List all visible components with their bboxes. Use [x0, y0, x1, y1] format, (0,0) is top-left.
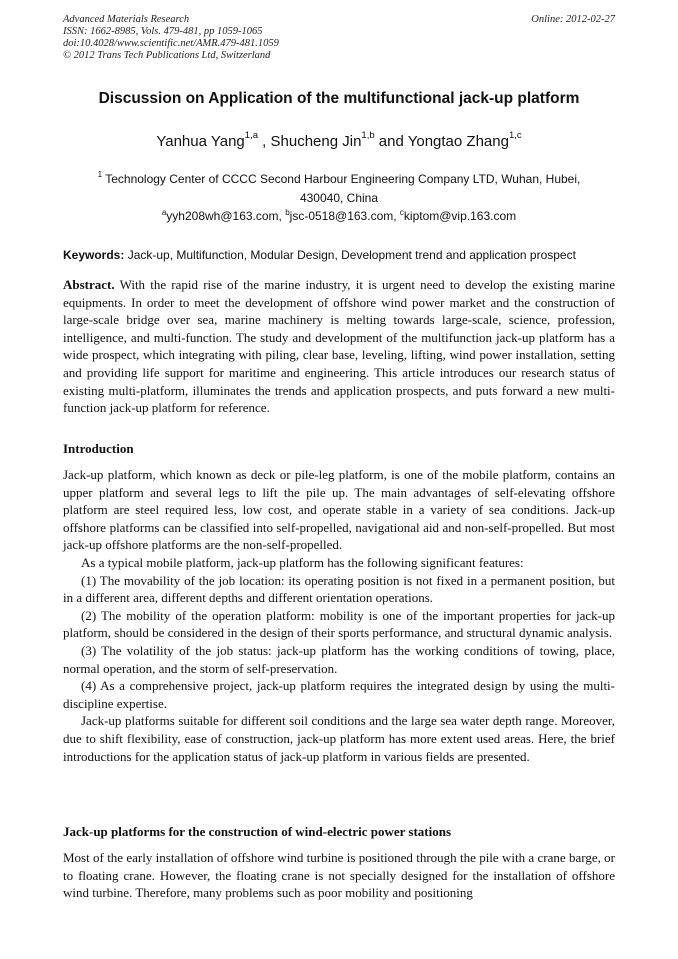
- intro-content: [63, 466, 615, 765]
- journal-name: Advanced Materials Research: [63, 14, 190, 25]
- abstract: [63, 276, 615, 417]
- author-name: Yanhua Yang: [156, 133, 245, 150]
- author-affiliation-mark: 1,b: [361, 130, 375, 141]
- author-name: Shucheng Jin: [270, 133, 362, 150]
- author-name: Yongtao Zhang: [407, 133, 509, 150]
- keywords-label: Keywords:: [63, 248, 125, 262]
- author-list: [0, 130, 678, 150]
- online-date: Online: 2012-02-27: [531, 14, 615, 25]
- paragraph: (3) The volatility of the job status: jack-up platform has the working conditions of towing, place, normal operation, and the storm of self-preservation.: [63, 642, 615, 676]
- abstract-text: With the rapid rise of the marine industry, it is urgent need to develop the existing marine equipments. In order to meet the development of offshore wind power market and the construction of large-scale bridge over sea, marine machinery is melting towards large-scale, science, profession, intelligence, and multi-function. The study and development of the multifunction jack-up platform has a wide prospect, which integrating with piling, clear base, leveling, lifting, wind power installation, setting and providing life support for maritime and engineering. This article introduces our research status of existing multi-platform, illuminates the trends and application prospects, and puts forward a new multi-function jack-up platform for reference.: [63, 277, 615, 416]
- email-link[interactable]: jsc-0518@163.com,: [289, 209, 400, 223]
- email-link[interactable]: kiptom@vip.163.com: [403, 209, 517, 223]
- paragraph: Jack-up platform, which known as deck or pile-leg platform, is one of the mobile platform, contains an upper platform and several legs to lift the pile up. The main advantages of self-elevating offshore platform are steel required less, low cost, and operate stable in a variety of sea conditions. Jack-up offshore platforms can be classified into self-propelled, navigational aid and non-self-propelled. But most jack-up offshore platforms are the non-self-propelled.: [63, 467, 615, 553]
- email-link[interactable]: yyh208wh@163.com,: [166, 209, 286, 223]
- paper-title: Discussion on Application of the multifunctional jack-up platform: [98, 90, 580, 107]
- issn-line: ISSN: 1662-8985, Vols. 479-481, pp 1059-1065: [63, 26, 263, 37]
- author-affiliation-mark: 1,c: [508, 130, 522, 141]
- paragraph: (1) The movability of the job location: its operating position is not fixed in a permanent position, but in a different area, different depths and different orientation operations.: [63, 572, 615, 606]
- keywords: [63, 248, 615, 262]
- paragraph: Jack-up platforms suitable for different soil conditions and the large sea water depth range. Moreover, due to shift flexibility, ease of construction, jack-up platform has more extent used areas. Here, the brief introductions for the application status of jack-up platform in various fields are presented.: [63, 713, 615, 764]
- copyright-line: © 2012 Trans Tech Publications Ltd, Switzerland: [63, 50, 271, 61]
- email-mark: c: [399, 208, 404, 217]
- paragraph: (4) As a comprehensive project, jack-up platform requires the integrated design by using the multi-discipline expertise.: [63, 678, 615, 711]
- paragraph: (2) The mobility of the operation platform: mobility is one of the important properties for jack-up platform, should be considered in the design of their sports performance, and structural dynamic analysis.: [63, 607, 615, 641]
- affiliation-mark: 1: [97, 170, 103, 179]
- author-separator: and: [374, 133, 408, 150]
- paragraph: Most of the early installation of offshore wind turbine is positioned through the pile with a crane barge, or to floating crane. However, the floating crane is not specially designed for the installation of offshore wind turbine. Therefore, many problems such as poor mobility and positioning: [63, 850, 615, 901]
- email-mark: a: [161, 208, 167, 217]
- paragraph: As a typical mobile platform, jack-up platform has the following significant features:: [81, 554, 524, 570]
- section-heading-wind-power: Jack-up platforms for the construction of wind-electric power stations: [63, 824, 452, 839]
- email-mark: b: [285, 208, 290, 217]
- affiliation: [80, 165, 598, 208]
- doi-line: doi:10.4028/www.scientific.net/AMR.479-481.1059: [63, 38, 279, 49]
- author-separator: ,: [258, 133, 271, 150]
- author-emails: [0, 208, 678, 223]
- affiliation-text: Technology Center of CCCC Second Harbour Engineering Company LTD, Wuhan, Hubei, 430040, China: [105, 172, 581, 205]
- author-affiliation-mark: 1,a: [244, 130, 258, 141]
- wind-content: [63, 849, 615, 902]
- abstract-label: Abstract.: [63, 277, 115, 292]
- section-heading-introduction: Introduction: [63, 441, 134, 456]
- keywords-text: Jack-up, Multifunction, Modular Design, Development trend and application prospect: [124, 248, 576, 262]
